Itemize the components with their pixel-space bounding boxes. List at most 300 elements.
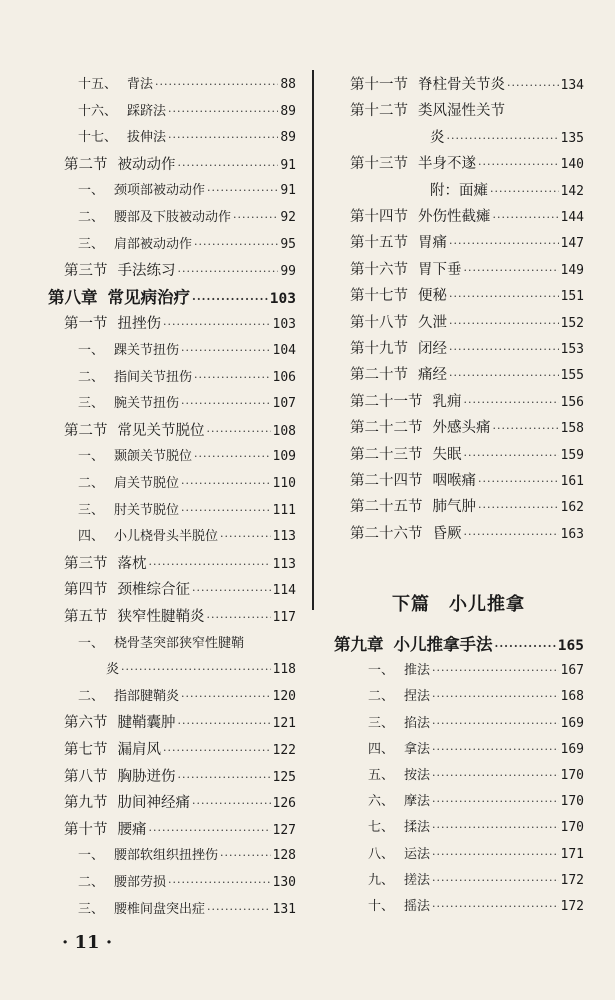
toc-entry[interactable] bbox=[350, 498, 584, 517]
toc-entry-title: 腰椎间盘突出症 bbox=[114, 901, 206, 917]
toc-entry-number: 第四节 bbox=[64, 582, 108, 599]
toc-entry-page: 168 bbox=[560, 689, 584, 705]
toc-entry[interactable] bbox=[350, 419, 584, 438]
toc-entry[interactable] bbox=[368, 819, 584, 837]
toc-entry-title: 手法练习 bbox=[117, 263, 176, 280]
toc-entry-number: 第十五节 bbox=[350, 235, 408, 252]
leader-dots bbox=[478, 156, 559, 174]
toc-entry[interactable] bbox=[368, 715, 584, 733]
toc-entry-title: 腰部劳损 bbox=[114, 875, 167, 890]
leader-dots bbox=[194, 448, 270, 466]
toc-entry[interactable] bbox=[78, 502, 296, 520]
toc-entry-title: 乳痈 bbox=[432, 393, 462, 410]
toc-entry-page: 126 bbox=[272, 796, 296, 812]
toc-entry-page: 88 bbox=[280, 77, 296, 92]
toc-entry-title: 小儿推拿手法 bbox=[393, 635, 493, 654]
leader-dots bbox=[449, 341, 559, 359]
toc-entry[interactable] bbox=[78, 688, 296, 706]
toc-entry-title: 肘关节脱位 bbox=[114, 502, 180, 518]
toc-entry-page: 113 bbox=[272, 529, 296, 545]
leader-dots bbox=[149, 556, 271, 574]
leader-dots bbox=[207, 901, 270, 919]
leader-dots bbox=[478, 499, 559, 517]
toc-entry-page: 91 bbox=[280, 157, 296, 173]
toc-entry-page: 127 bbox=[272, 822, 296, 838]
toc-entry-number: 五、 bbox=[368, 768, 395, 783]
toc-entry-number: 第二十二节 bbox=[350, 420, 423, 437]
leader-dots bbox=[168, 103, 278, 121]
toc-entry-title: 类风湿性关节 bbox=[418, 103, 505, 120]
toc-entry[interactable] bbox=[78, 475, 296, 493]
toc-entry-page: 99 bbox=[280, 264, 296, 280]
toc-entry-number: 第二十一节 bbox=[350, 393, 423, 410]
toc-entry[interactable] bbox=[78, 129, 296, 147]
toc-entry-page: 111 bbox=[272, 502, 296, 518]
toc-entry-number: 二、 bbox=[78, 476, 105, 491]
toc-entry-number: 第十九节 bbox=[350, 341, 408, 357]
toc-entry[interactable] bbox=[64, 315, 296, 334]
toc-entry[interactable] bbox=[78, 635, 296, 653]
toc-entry-title: 颈椎综合征 bbox=[117, 582, 190, 599]
toc-entry[interactable] bbox=[368, 793, 584, 811]
toc-entry-page: 95 bbox=[280, 236, 296, 252]
toc-entry[interactable] bbox=[350, 446, 584, 465]
leader-dots bbox=[478, 473, 559, 491]
page-number: · 11 · bbox=[62, 932, 113, 953]
toc-entry-page: 171 bbox=[560, 846, 584, 862]
leader-dots bbox=[432, 688, 558, 706]
toc-entry-title: 肋间神经痛 bbox=[117, 795, 190, 812]
toc-entry-title: 久泄 bbox=[418, 314, 447, 331]
toc-entry[interactable] bbox=[368, 662, 584, 680]
toc-entry-number: 一、 bbox=[78, 848, 105, 864]
toc-entry-title: 按法 bbox=[404, 768, 431, 783]
toc-entry-page: 149 bbox=[560, 262, 584, 278]
toc-entry[interactable] bbox=[106, 661, 296, 679]
toc-entry-page: 159 bbox=[560, 447, 584, 463]
toc-entry[interactable] bbox=[64, 714, 296, 733]
toc-entry-title: 胃痛 bbox=[418, 235, 447, 252]
toc-entry-page: 104 bbox=[272, 343, 296, 358]
toc-entry-title: 腕关节扭伤 bbox=[114, 396, 180, 412]
toc-entry[interactable] bbox=[48, 289, 296, 309]
leader-dots bbox=[178, 715, 271, 733]
toc-entry-number: 第二节 bbox=[64, 156, 108, 173]
toc-entry-page: 163 bbox=[560, 526, 584, 542]
toc-entry-number: 四、 bbox=[368, 741, 395, 757]
toc-entry-page: 103 bbox=[269, 290, 296, 307]
toc-entry[interactable] bbox=[78, 395, 296, 413]
toc-entry-number: 三、 bbox=[368, 715, 395, 731]
toc-entry-title: 咽喉痛 bbox=[432, 473, 476, 489]
leader-dots bbox=[207, 609, 271, 627]
toc-entry-number: 第一节 bbox=[64, 316, 108, 333]
toc-entry-page: 91 bbox=[280, 183, 296, 199]
toc-entry-title: 附：面瘫 bbox=[430, 182, 488, 199]
toc-entry-title: 胃下垂 bbox=[418, 261, 462, 278]
toc-entry-page: 118 bbox=[272, 662, 296, 678]
toc-entry-page: 89 bbox=[280, 103, 296, 119]
toc-entry-number: 第二十四节 bbox=[350, 473, 423, 489]
leader-dots bbox=[168, 129, 278, 147]
toc-entry-number: 四、 bbox=[78, 529, 105, 545]
toc-entry-number: 三、 bbox=[78, 396, 105, 412]
toc-entry-title: 外伤性截瘫 bbox=[418, 209, 491, 225]
toc-entry-title: 踝关节扭伤 bbox=[114, 343, 180, 358]
toc-entry-page: 170 bbox=[560, 768, 584, 783]
toc-entry[interactable] bbox=[78, 874, 296, 892]
toc-entry[interactable] bbox=[350, 102, 584, 120]
toc-entry-number: 第十七节 bbox=[350, 288, 408, 305]
toc-entry-page: 117 bbox=[272, 610, 296, 625]
toc-entry-number: 第二十六节 bbox=[350, 525, 423, 542]
toc-entry-title: 落枕 bbox=[117, 555, 147, 572]
leader-dots bbox=[432, 662, 558, 680]
toc-entry-number: 一、 bbox=[368, 663, 395, 679]
toc-entry[interactable] bbox=[368, 846, 584, 864]
toc-entry[interactable] bbox=[368, 767, 584, 785]
leader-dots bbox=[464, 526, 559, 544]
toc-entry-page: 130 bbox=[272, 875, 296, 890]
toc-entry-number: 第九节 bbox=[64, 795, 108, 812]
toc-entry[interactable] bbox=[368, 741, 584, 759]
leader-dots bbox=[233, 209, 278, 227]
section-heading: 下篇 小儿推拿 bbox=[392, 594, 525, 615]
toc-entry-title: 揉法 bbox=[404, 820, 431, 836]
toc-entry-page: 122 bbox=[272, 743, 296, 758]
toc-entry-title: 搓法 bbox=[404, 872, 431, 888]
toc-entry-title: 推法 bbox=[404, 663, 431, 679]
toc-entry[interactable] bbox=[350, 287, 584, 306]
leader-dots bbox=[178, 769, 271, 787]
leader-dots bbox=[432, 872, 558, 890]
toc-entry[interactable] bbox=[64, 156, 296, 175]
toc-entry-number: 第三节 bbox=[64, 555, 108, 572]
toc-entry-number: 二、 bbox=[78, 875, 105, 890]
toc-entry-title: 捏法 bbox=[404, 689, 431, 705]
leader-dots bbox=[192, 582, 271, 600]
toc-entry-page: 165 bbox=[557, 638, 584, 654]
leader-dots bbox=[432, 767, 558, 785]
toc-entry-number: 二、 bbox=[78, 210, 105, 225]
leader-dots bbox=[181, 475, 270, 493]
toc-entry-page: 161 bbox=[560, 474, 584, 489]
toc-entry[interactable] bbox=[64, 741, 296, 760]
toc-entry-title: 运法 bbox=[404, 846, 431, 862]
toc-entry-page: 169 bbox=[560, 741, 584, 757]
toc-entry-number: 第八节 bbox=[64, 768, 108, 785]
toc-entry-page: 172 bbox=[560, 899, 584, 914]
toc-entry-page: 151 bbox=[560, 289, 584, 305]
toc-entry-page: 153 bbox=[560, 342, 584, 357]
toc-entry[interactable] bbox=[78, 448, 296, 466]
leader-dots bbox=[432, 793, 558, 811]
toc-entry-number: 一、 bbox=[78, 449, 105, 465]
toc-entry-title: 炎 bbox=[430, 129, 445, 146]
toc-entry-page: 144 bbox=[560, 210, 584, 225]
toc-entry[interactable] bbox=[350, 472, 584, 491]
toc-entry[interactable] bbox=[78, 528, 296, 546]
toc-entry-page: 125 bbox=[272, 769, 296, 785]
toc-entry-title: 狭窄性腱鞘炎 bbox=[117, 609, 205, 625]
toc-entry-title: 肩关节脱位 bbox=[114, 476, 180, 491]
toc-entry-page: 134 bbox=[560, 78, 584, 93]
toc-entry[interactable] bbox=[64, 262, 296, 281]
toc-entry-number: 第五节 bbox=[64, 609, 108, 625]
leader-dots bbox=[178, 157, 279, 175]
toc-entry-page: 114 bbox=[272, 583, 296, 599]
leader-dots bbox=[194, 369, 270, 387]
leader-dots bbox=[449, 315, 559, 333]
toc-entry-page: 120 bbox=[272, 688, 296, 704]
toc-entry-number: 三、 bbox=[78, 236, 105, 252]
leader-dots bbox=[432, 741, 558, 759]
leader-dots bbox=[155, 76, 278, 94]
toc-entry-page: 142 bbox=[560, 183, 584, 199]
toc-entry-number: 第九章 bbox=[334, 635, 384, 654]
toc-entry-title: 指部腱鞘炎 bbox=[114, 688, 180, 704]
toc-entry-title: 肩部被动动作 bbox=[114, 236, 193, 252]
toc-entry-page: 170 bbox=[560, 794, 584, 810]
toc-entry-page: 110 bbox=[272, 476, 296, 491]
toc-entry-title: 被动动作 bbox=[117, 156, 176, 173]
toc-entry[interactable] bbox=[78, 209, 296, 227]
leader-dots bbox=[493, 420, 559, 438]
toc-entry-number: 十五、 bbox=[78, 77, 118, 92]
toc-entry-title: 踩跻法 bbox=[127, 103, 167, 119]
toc-entry-page: 92 bbox=[280, 210, 296, 225]
toc-entry[interactable] bbox=[368, 898, 584, 916]
toc-entry-number: 八、 bbox=[368, 846, 395, 862]
leader-dots bbox=[432, 819, 558, 837]
leader-dots bbox=[207, 182, 278, 200]
toc-entry-number: 二、 bbox=[78, 369, 105, 385]
leader-dots bbox=[464, 262, 559, 280]
toc-entry[interactable] bbox=[350, 155, 584, 174]
toc-entry-title: 掐法 bbox=[404, 715, 431, 731]
toc-entry[interactable] bbox=[350, 366, 584, 385]
leader-dots bbox=[181, 342, 270, 360]
toc-entry[interactable] bbox=[64, 555, 296, 574]
toc-entry-number: 第六节 bbox=[64, 715, 108, 732]
toc-entry[interactable] bbox=[78, 342, 296, 360]
toc-entry-number: 第二节 bbox=[64, 422, 108, 439]
toc-entry[interactable] bbox=[78, 847, 296, 865]
leader-dots bbox=[449, 367, 559, 385]
leader-dots bbox=[178, 263, 279, 281]
toc-entry-title: 便秘 bbox=[418, 288, 447, 305]
toc-entry-title: 颈项部被动动作 bbox=[114, 183, 206, 199]
leader-dots bbox=[220, 528, 270, 546]
leader-dots bbox=[181, 688, 270, 706]
toc-entry-page: 169 bbox=[560, 715, 584, 731]
toc-entry-number: 第三节 bbox=[64, 263, 108, 280]
toc-entry-number: 第二十五节 bbox=[350, 499, 423, 516]
toc-entry-number: 二、 bbox=[78, 688, 105, 704]
leader-dots bbox=[181, 502, 270, 520]
toc-entry-page: 172 bbox=[560, 872, 584, 888]
leader-dots bbox=[449, 288, 559, 306]
toc-entry-number: 十六、 bbox=[78, 103, 118, 119]
leader-dots bbox=[490, 183, 559, 201]
toc-entry[interactable] bbox=[78, 76, 296, 94]
leader-dots bbox=[194, 236, 278, 254]
column-divider bbox=[312, 70, 314, 610]
toc-entry-title: 痛经 bbox=[418, 367, 447, 384]
toc-entry-page: 107 bbox=[272, 396, 296, 412]
toc-entry-number: 第二十三节 bbox=[350, 446, 423, 463]
toc-entry-page: 155 bbox=[560, 368, 584, 384]
leader-dots bbox=[464, 447, 559, 465]
toc-entry[interactable] bbox=[430, 182, 584, 201]
toc-entry-number: 三、 bbox=[78, 502, 105, 518]
toc-entry-number: 一、 bbox=[78, 343, 105, 358]
toc-entry[interactable] bbox=[64, 422, 296, 441]
toc-entry-number: 第十节 bbox=[64, 821, 108, 838]
toc-entry-number: 第十一节 bbox=[350, 77, 408, 93]
leader-dots bbox=[121, 661, 271, 679]
toc-entry-number: 第十八节 bbox=[350, 314, 408, 331]
toc-entry-title: 腰部及下肢被动动作 bbox=[114, 210, 232, 225]
toc-entry-page: 162 bbox=[560, 500, 584, 516]
toc-entry-number: 第八章 bbox=[48, 287, 98, 307]
toc-entry[interactable] bbox=[78, 103, 296, 121]
leader-dots bbox=[163, 742, 271, 760]
toc-entry-title: 腰部软组织扭挫伤 bbox=[114, 848, 219, 864]
toc-entry[interactable] bbox=[64, 608, 296, 627]
toc-entry-title: 拿法 bbox=[404, 741, 431, 757]
toc-entry[interactable] bbox=[350, 261, 584, 280]
toc-entry-title: 脊柱骨关节炎 bbox=[418, 77, 505, 93]
toc-entry-number: 第二十节 bbox=[350, 367, 408, 384]
toc-entry[interactable] bbox=[350, 314, 584, 333]
toc-entry[interactable] bbox=[350, 525, 584, 544]
toc-entry-title: 失眠 bbox=[432, 446, 462, 463]
toc-entry[interactable] bbox=[334, 636, 584, 656]
toc-entry[interactable] bbox=[78, 901, 296, 919]
leader-dots bbox=[163, 316, 271, 334]
toc-entry[interactable] bbox=[78, 236, 296, 254]
toc-entry-page: 170 bbox=[560, 820, 584, 836]
toc-entry-page: 140 bbox=[560, 157, 584, 173]
toc-entry[interactable] bbox=[430, 129, 584, 148]
toc-entry-number: 第十二节 bbox=[350, 103, 408, 120]
toc-entry-title: 闭经 bbox=[418, 341, 447, 357]
toc-entry-page: 113 bbox=[272, 556, 296, 572]
toc-entry-title: 腰痛 bbox=[117, 821, 147, 838]
toc-entry-title: 拔伸法 bbox=[127, 130, 167, 146]
toc-entry-page: 131 bbox=[272, 901, 296, 917]
toc-entry-page: 167 bbox=[560, 663, 584, 679]
toc-entry-title: 扭挫伤 bbox=[117, 316, 161, 333]
leader-dots bbox=[192, 795, 271, 813]
toc-entry[interactable] bbox=[350, 393, 584, 412]
toc-entry-title: 常见关节脱位 bbox=[117, 422, 205, 439]
toc-entry[interactable] bbox=[368, 688, 584, 706]
toc-entry[interactable] bbox=[350, 208, 584, 227]
toc-entry[interactable] bbox=[350, 76, 584, 95]
toc-entry-number: 七、 bbox=[368, 820, 395, 836]
leader-dots bbox=[432, 898, 558, 916]
toc-entry[interactable] bbox=[64, 581, 296, 600]
toc-entry-number: 二、 bbox=[368, 689, 395, 705]
leader-dots bbox=[220, 847, 270, 865]
toc-entry-title: 炎 bbox=[106, 662, 120, 678]
toc-entry-page: 135 bbox=[560, 130, 584, 146]
toc-entry-title: 桡骨茎突部狭窄性腱鞘 bbox=[114, 635, 245, 651]
leader-dots bbox=[447, 130, 559, 148]
toc-entry-title: 漏肩风 bbox=[117, 742, 161, 758]
toc-entry-page: 152 bbox=[560, 315, 584, 331]
toc-entry[interactable] bbox=[64, 821, 296, 840]
toc-entry-title: 指间关节扭伤 bbox=[114, 369, 193, 385]
toc-entry-number: 第十三节 bbox=[350, 156, 408, 173]
toc-entry-title: 颞颌关节脱位 bbox=[114, 449, 193, 465]
leader-dots bbox=[449, 235, 559, 253]
toc-entry-title: 半身不遂 bbox=[418, 156, 476, 173]
toc-entry[interactable] bbox=[368, 872, 584, 890]
leader-dots bbox=[464, 394, 559, 412]
toc-entry-number: 一、 bbox=[78, 183, 105, 199]
leader-dots bbox=[149, 822, 271, 840]
toc-entry-title: 摇法 bbox=[404, 899, 431, 914]
toc-entry-page: 108 bbox=[272, 423, 296, 439]
toc-entry-title: 背法 bbox=[127, 77, 154, 92]
toc-entry[interactable] bbox=[64, 768, 296, 787]
toc-entry-title: 小儿桡骨头半脱位 bbox=[114, 529, 219, 545]
toc-entry-number: 十七、 bbox=[78, 130, 118, 146]
toc-entry-title: 摩法 bbox=[404, 794, 431, 810]
toc-entry-page: 128 bbox=[272, 848, 296, 864]
toc-entry-number: 三、 bbox=[78, 901, 105, 917]
toc-entry-title: 常见病治疗 bbox=[107, 287, 190, 307]
toc-entry-page: 156 bbox=[560, 394, 584, 410]
leader-dots bbox=[207, 423, 271, 441]
leader-dots bbox=[181, 395, 270, 413]
toc-entry[interactable] bbox=[350, 340, 584, 359]
toc-entry[interactable] bbox=[78, 182, 296, 200]
toc-entry[interactable] bbox=[350, 234, 584, 253]
toc-entry-page: 103 bbox=[272, 317, 296, 333]
toc-entry-page: 89 bbox=[280, 130, 296, 146]
toc-entry-number: 十、 bbox=[368, 899, 395, 914]
toc-entry-page: 147 bbox=[560, 236, 584, 252]
toc-entry-title: 腱鞘囊肿 bbox=[117, 715, 176, 732]
toc-entry-page: 121 bbox=[272, 716, 296, 732]
toc-entry-title: 肺气肿 bbox=[432, 499, 476, 516]
toc-entry[interactable] bbox=[64, 794, 296, 813]
leader-dots bbox=[168, 874, 270, 892]
toc-entry-number: 第十四节 bbox=[350, 209, 408, 225]
leader-dots bbox=[493, 209, 559, 227]
leader-dots bbox=[507, 77, 559, 95]
toc-entry-number: 第十六节 bbox=[350, 261, 408, 278]
toc-entry-title: 胸胁迸伤 bbox=[117, 768, 176, 785]
leader-dots bbox=[432, 846, 558, 864]
toc-entry-page: 158 bbox=[560, 421, 584, 437]
toc-entry-title: 外感头痛 bbox=[432, 420, 491, 437]
toc-entry-page: 106 bbox=[272, 369, 296, 385]
toc-entry-number: 第七节 bbox=[64, 742, 108, 758]
toc-entry-number: 六、 bbox=[368, 794, 395, 810]
toc-entry-number: 一、 bbox=[78, 635, 105, 651]
toc-entry[interactable] bbox=[78, 369, 296, 387]
leader-dots bbox=[432, 715, 558, 733]
toc-entry-number: 九、 bbox=[368, 872, 395, 888]
toc-entry-page: 109 bbox=[272, 449, 296, 465]
leader-dots bbox=[495, 638, 556, 656]
leader-dots bbox=[192, 291, 268, 309]
